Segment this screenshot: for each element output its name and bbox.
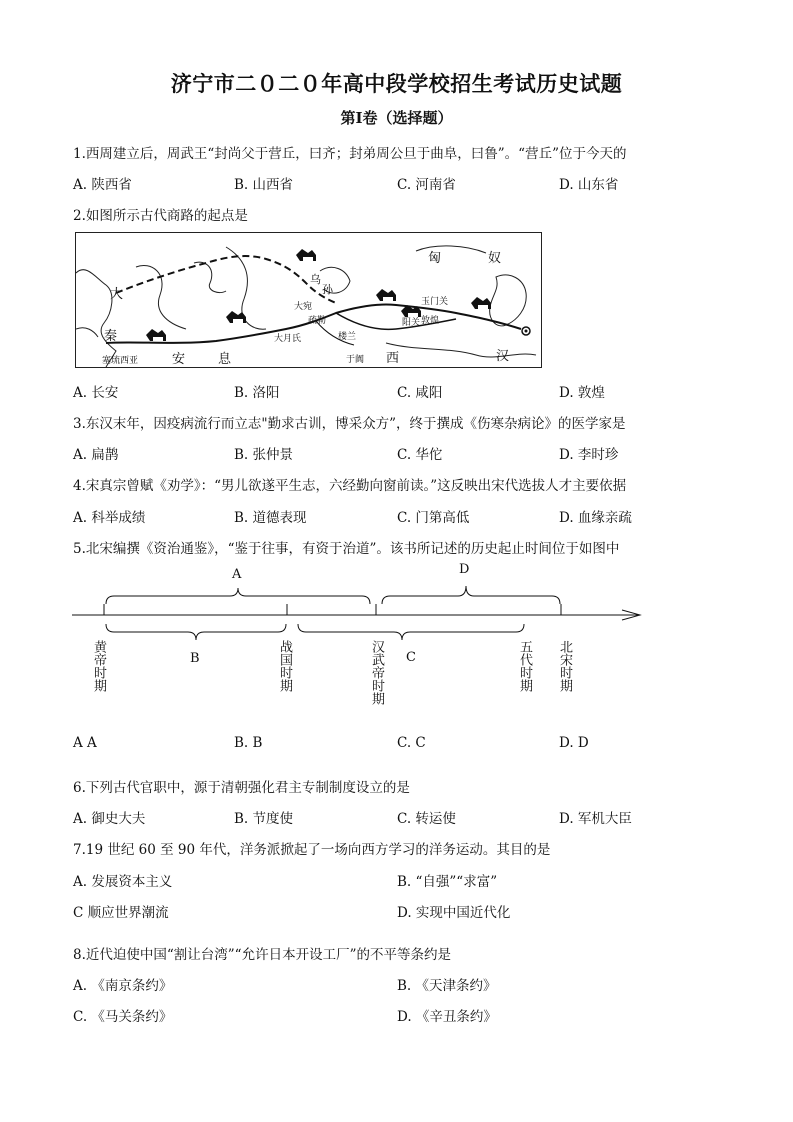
- map-label: 奴: [488, 251, 502, 266]
- map-label: 西: [386, 351, 400, 366]
- q2-option-a[interactable]: A. 长安: [73, 385, 119, 401]
- map-label: 塞琉西亚: [102, 356, 139, 366]
- map-label: 安: [172, 352, 186, 367]
- map-label: 敦煌: [421, 316, 440, 326]
- question-2-stem: 2.如图所示古代商路的起点是: [73, 208, 248, 224]
- map-label: 汉: [496, 349, 510, 364]
- q7-option-b[interactable]: B. “自强”“求富”: [397, 874, 498, 890]
- q3-option-b[interactable]: B. 张仲景: [234, 447, 294, 463]
- section-title: 第Ⅰ卷（选择题）: [340, 109, 453, 127]
- map-label: 孙: [322, 283, 333, 296]
- q6-option-d[interactable]: D. 军机大臣: [559, 811, 632, 827]
- map-label: 于阗: [346, 355, 365, 365]
- map-label: 楼兰: [338, 332, 357, 342]
- q6-option-c[interactable]: C. 转运使: [397, 811, 456, 827]
- period-label: 战国时期: [277, 640, 292, 692]
- map-label: 玉门关: [421, 297, 449, 307]
- map-label: 大: [110, 287, 124, 302]
- q1-option-c[interactable]: C. 河南省: [397, 177, 456, 193]
- q7-option-d[interactable]: D. 实现中国近代化: [397, 905, 511, 921]
- map-label: 匈: [428, 251, 442, 266]
- q8-option-b[interactable]: B. 《天津条约》: [397, 978, 497, 994]
- q4-option-c[interactable]: C. 门第高低: [397, 510, 470, 526]
- q8-option-d[interactable]: D. 《辛丑条约》: [397, 1009, 497, 1025]
- bracket-label-c: C: [406, 650, 416, 665]
- camel-icon: [296, 249, 316, 261]
- q3-option-c[interactable]: C. 华佗: [397, 447, 443, 463]
- map-label: 疏勒: [308, 316, 327, 326]
- q1-option-b[interactable]: B. 山西省: [234, 177, 294, 193]
- q4-option-b[interactable]: B. 道德表现: [234, 510, 307, 526]
- question-5-stem: 5.北宋编撰《资治通鉴》，“鉴于往事，有资于治道”。该书所记述的历史起止时间位于如图中: [73, 541, 620, 557]
- q7-option-c[interactable]: C 顺应世界潮流: [73, 905, 169, 921]
- q5-option-d[interactable]: D. D: [559, 735, 589, 751]
- map-label: 阳关: [402, 318, 421, 328]
- map-label: 大宛: [294, 302, 313, 312]
- period-label: 北宋时期: [557, 640, 572, 692]
- q3-option-d[interactable]: D. 李时珍: [559, 447, 619, 463]
- question-7-stem: 7.19 世纪 60 至 90 年代，洋务派掀起了一场向西方学习的洋务运动。其目的是: [73, 842, 551, 858]
- q2-option-b[interactable]: B. 洛阳: [234, 385, 280, 401]
- camel-icon: [146, 329, 166, 341]
- map-label: 息: [218, 352, 232, 367]
- timeline-diagram: [70, 560, 660, 730]
- map-label: 乌: [310, 273, 321, 286]
- bracket-label-d: D: [459, 562, 470, 577]
- q2-option-d[interactable]: D. 敦煌: [559, 385, 605, 401]
- q6-option-b[interactable]: B. 节度使: [234, 811, 294, 827]
- camel-icon: [471, 297, 491, 309]
- q4-option-a[interactable]: A. 科举成绩: [73, 510, 146, 526]
- camel-icon: [226, 311, 246, 323]
- map-label: 大月氏: [274, 334, 302, 344]
- bracket-label-a: A: [232, 567, 242, 582]
- q1-option-d[interactable]: D. 山东省: [559, 177, 619, 193]
- map-label: 秦: [104, 329, 118, 344]
- camel-icon: [376, 289, 396, 301]
- silk-road-map: [75, 232, 542, 368]
- q2-option-c[interactable]: C. 咸阳: [397, 385, 443, 401]
- question-8-stem: 8.近代迫使中国“割让台湾”“允许日本开设工厂”的不平等条约是: [73, 947, 451, 963]
- question-6-stem: 6.下列古代官职中，源于清朝强化君主专制制度设立的是: [73, 780, 410, 796]
- q3-option-a[interactable]: A. 扁鹊: [73, 447, 119, 463]
- q5-option-a[interactable]: A A: [73, 735, 97, 751]
- period-label: 五代时期: [517, 640, 532, 692]
- q8-option-a[interactable]: A. 《南京条约》: [73, 978, 173, 994]
- q4-option-d[interactable]: D. 血缘亲疏: [559, 510, 632, 526]
- q5-option-b[interactable]: B. B: [234, 735, 263, 751]
- page-title: 济宁市二０二０年高中段学校招生考试历史试题: [170, 71, 623, 96]
- q6-option-a[interactable]: A. 御史大夫: [73, 811, 146, 827]
- q8-option-c[interactable]: C. 《马关条约》: [73, 1009, 173, 1025]
- q7-option-a[interactable]: A. 发展资本主义: [73, 874, 173, 890]
- q1-option-a[interactable]: A. 陕西省: [73, 177, 132, 193]
- period-label: 汉武帝时期: [369, 640, 384, 705]
- period-label: 黄帝时期: [91, 640, 106, 692]
- q5-option-c[interactable]: C. C: [397, 735, 426, 751]
- question-1-stem: 1.西周建立后，周武王“封尚父于营丘，曰齐；封弟周公旦于曲阜，曰鲁”。“营丘”位于今天的: [73, 146, 627, 162]
- question-3-stem: 3.东汉末年，因疫病流行而立志"勤求古训，博采众方”，终于撰成《伤寒杂病论》的医学家是: [73, 416, 626, 432]
- bracket-label-b: B: [190, 651, 200, 666]
- question-4-stem: 4.宋真宗曾赋《劝学》：“男儿欲遂平生志，六经勤向窗前读。”这反映出宋代选拔人才主要依据: [73, 478, 627, 494]
